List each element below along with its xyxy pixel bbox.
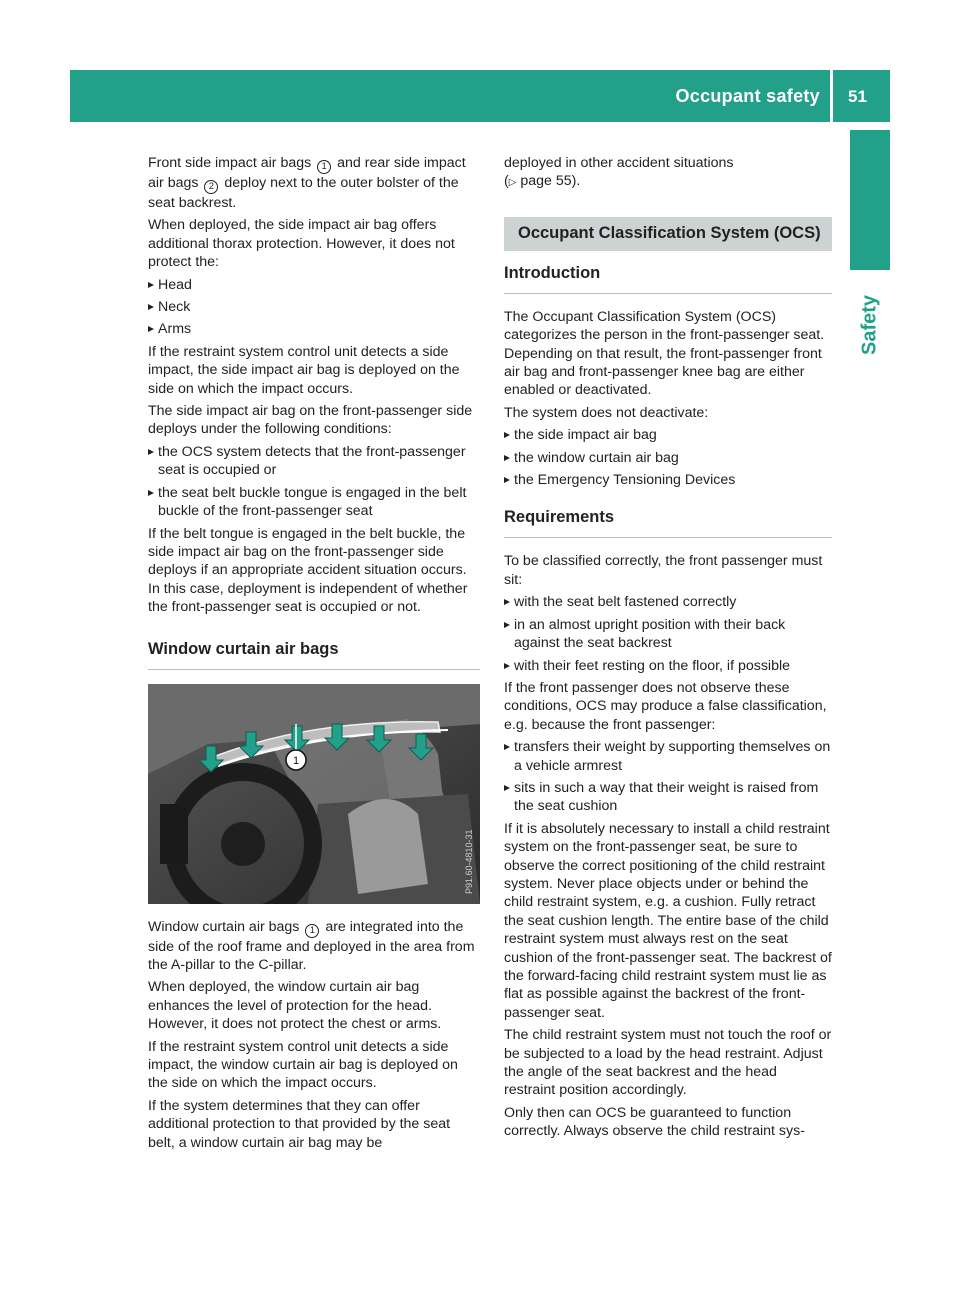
figure-code: P91.60-4810-31: [464, 828, 474, 894]
heading-introduction: Introduction: [504, 263, 832, 294]
list-item: with their feet resting on the floor, if possible: [504, 657, 832, 675]
bullet-list: [148, 443, 480, 521]
car-interior-image: [148, 684, 480, 904]
callout-1-icon: 1: [317, 160, 331, 174]
heading-requirements: Requirements: [504, 507, 832, 538]
list-item: the seat belt buckle tongue is engaged in the belt buckle of the front-passenger seat: [148, 484, 480, 521]
figure-callout-1: 1: [292, 754, 300, 767]
paragraph: If the front passenger does not observe these conditions, OCS may produce a false classification, e.g. because the front passenger:: [504, 679, 827, 733]
chapter-tab-label: Safety: [858, 294, 881, 356]
bullet-list: [148, 276, 480, 339]
bullet-list: [504, 593, 832, 675]
paragraph: deployed in other accident situations (▷ page 55).: [504, 155, 734, 190]
bullet-list: [504, 738, 832, 816]
callout-1-icon: 1: [305, 924, 319, 938]
bullet-list: [504, 426, 832, 489]
left-column: [148, 154, 480, 1156]
list-item: the OCS system detects that the front-passenger seat is occupied or: [148, 443, 480, 480]
paragraph: The system does not deactivate:: [504, 404, 709, 421]
callout-2-icon: 2: [204, 180, 218, 194]
paragraph: If the belt tongue is engaged in the belt buckle, the side impact air bag on the front-passenger side deploys if an appropriate accident situation occurs. In this case, deployment is independent of whether the front-passenger seat is occupied or not.: [148, 525, 468, 616]
paragraph-window-airbags: Window curtain air bags 1 are integrated into the side of the roof frame and deployed in the area from the A-pillar to the C-pillar.: [148, 918, 475, 973]
list-item: Head: [148, 276, 480, 294]
list-item: Neck: [148, 298, 480, 316]
window-curtain-airbag-illustration: [148, 684, 480, 904]
list-item: sits in such a way that their weight is raised from the seat cushion: [504, 779, 832, 816]
paragraph: When deployed, the window curtain air bag enhances the level of protection for the head. However, it does not protect the chest or arms.: [148, 979, 442, 1033]
list-item: the side impact air bag: [504, 426, 832, 444]
paragraph-side-airbags: Front side impact air bags 1 and rear side impact air bags 2 deploy next to the outer bolster of the seat backrest.: [148, 155, 466, 211]
heading-window-curtain-air-bags: Window curtain air bags: [148, 639, 480, 670]
chapter-tab-marker: [850, 130, 890, 270]
paragraph: If the restraint system control unit detects a side impact, the side impact air bag is deployed on the side on which the impact occurs.: [148, 343, 460, 397]
paragraph: The child restraint system must not touch the roof or be subjected to a load by the head restraint. Adjust the angle of the seat backrest and the head restraint position accordingly.: [504, 1027, 832, 1099]
paragraph: The side impact air bag on the front-passenger side deploys under the following conditions:: [148, 403, 473, 438]
paragraph: When deployed, the side impact air bag offers additional thorax protection. However, it does not protect the:: [148, 217, 455, 271]
paragraph: If it is absolutely necessary to install a child restraint system on the front-passenger seat, be sure to observe the correct positioning of the child restraint system. Never place objects under or behind the child restraint system, e.g. a cushion. Fully retract the seat cushion length. The entire base of the child restraint system must always rest on the seat cushion of the front-passenger seat. The backrest of the forward-facing child restraint system must lie as flat as possible against the backrest of the front-passenger seat.: [504, 820, 832, 1021]
page-number: 51: [848, 87, 867, 106]
page-reference-link[interactable]: page 55).: [520, 173, 581, 190]
list-item: the Emergency Tensioning Devices: [504, 471, 832, 489]
paragraph: If the system determines that they can offer additional protection to that provided by the seat belt, a window curtain air bag may be: [148, 1097, 451, 1151]
list-item: in an almost upright position with their back against the seat backrest: [504, 616, 832, 653]
header-separator: [830, 70, 833, 122]
ocs-section-box: Occupant Classification System (OCS): [504, 217, 832, 251]
paragraph: The Occupant Classification System (OCS) categorizes the person in the front-passenger seat. Depending on that result, the front-passenger front air bag and front-passenger knee bag are either enabled or deactivated.: [504, 308, 825, 399]
page-section-title: Occupant safety: [675, 86, 820, 106]
page-reference-arrow-icon: ▷: [508, 177, 517, 189]
list-item: the window curtain air bag: [504, 449, 832, 467]
list-item: with the seat belt fastened correctly: [504, 593, 832, 611]
paragraph: To be classified correctly, the front passenger must sit:: [504, 553, 823, 588]
list-item: transfers their weight by supporting themselves on a vehicle armrest: [504, 738, 832, 775]
list-item: Arms: [148, 320, 480, 338]
paragraph: If the restraint system control unit detects a side impact, the window curtain air bag is deployed on the side on which the impact occurs.: [148, 1038, 458, 1092]
paragraph: Only then can OCS be guaranteed to function correctly. Always observe the child restraint sys-: [504, 1104, 805, 1140]
right-column: [504, 154, 832, 1145]
